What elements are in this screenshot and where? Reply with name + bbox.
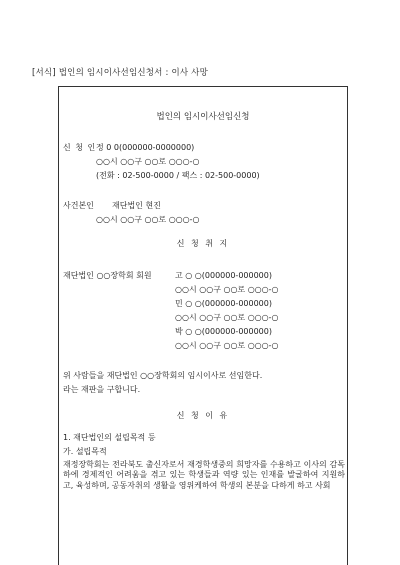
- candidate-name: 박 ○ ○(000000-000000): [175, 327, 272, 336]
- candidate-name: 민 ○ ○(000000-000000): [175, 299, 272, 308]
- application-document: [58, 86, 348, 565]
- applicant-label: 신 청 인: [63, 143, 97, 152]
- applicant-name: 정 0 0(000000-0000000): [96, 143, 195, 152]
- matter-foundation: 재단법인 ○○장학회 회원: [63, 271, 152, 280]
- reason-section-title: 1. 재단법인의 설립목적 등: [63, 433, 156, 442]
- matter-statement: 위 사람들을 재단법인 ○○장학회의 임시이사로 선임한다.: [63, 371, 263, 380]
- applicant-contact: (전화 : 02-500-0000 / 팩스 : 02-500-0000): [96, 171, 260, 180]
- form-caption: [서식] 법인의 임시이사선임신청서 : 이사 사망: [32, 68, 209, 78]
- reason-heading: 신 청 이 유: [176, 411, 230, 420]
- candidate-address: ○○시 ○○구 ○○로 ○○○-○: [175, 313, 279, 322]
- subject-address: ○○시 ○○구 ○○로 ○○○-○: [96, 215, 200, 224]
- reason-subsection-title: 가. 설립목적: [63, 447, 107, 456]
- document-title: 법인의 임시이사선임신청: [156, 112, 250, 122]
- matter-request: 라는 재판을 구합니다.: [63, 385, 141, 394]
- candidate-name: 고 ○ ○(000000-000000): [175, 271, 272, 280]
- matter-heading: 신 청 취 지: [176, 239, 230, 248]
- subject-name: 재단법인 현진: [112, 201, 161, 210]
- candidate-address: ○○시 ○○구 ○○로 ○○○-○: [175, 285, 279, 294]
- candidate-address: ○○시 ○○구 ○○로 ○○○-○: [175, 341, 279, 350]
- subject-label: 사건본인: [63, 201, 94, 210]
- applicant-address: ○○시 ○○구 ○○로 ○○○-○: [96, 157, 200, 166]
- reason-paragraph: 재정장학회는 전라북도 출신자로서 재경학생중의 희망자를 수용하고 이사의 감독하에 경제적인 어려움을 겪고 있는 학생들과 역량 있는 인재를 발굴하여 지원하고, 육성하며, 공동자취의 생활을 영위케하여 학생의 본분을 다하게 하고 사회: [63, 460, 345, 490]
